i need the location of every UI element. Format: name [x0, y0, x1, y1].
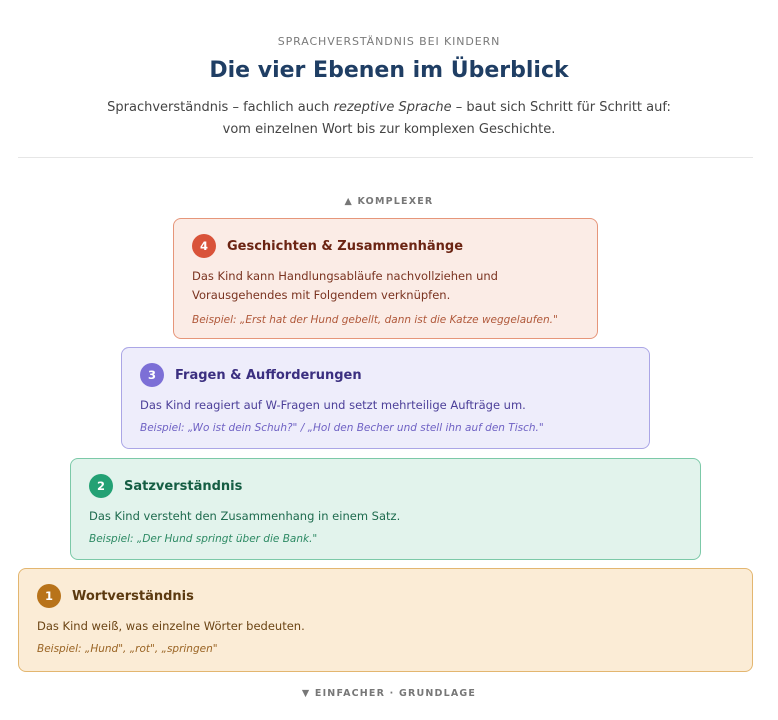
level-2-title: Satzverständnis	[124, 478, 243, 494]
divider	[18, 157, 753, 158]
level-3-header	[140, 362, 631, 388]
level-3-card	[121, 347, 650, 449]
level-3-title: Fragen & Aufforderungen	[175, 367, 362, 383]
eyebrow-label: SPRACHVERSTÄNDNIS BEI KINDERN	[277, 35, 501, 48]
level-4-description: Das Kind kann Handlungsabläufe nachvollziehen und Vorausgehendes mit Folgendem verknüpfen.	[192, 269, 498, 302]
level-2-header	[89, 473, 682, 499]
intro-text	[0, 97, 778, 141]
level-3-description: Das Kind reagiert auf W-Fragen und setzt mehrteilige Aufträge um.	[140, 398, 526, 412]
level-1-card	[18, 568, 753, 672]
level-1-description: Das Kind weiß, was einzelne Wörter bedeuten.	[37, 619, 305, 633]
level-3-badge: 3	[140, 363, 164, 387]
intro-line2: vom einzelnen Wort bis zur komplexen Geschichte.	[222, 122, 556, 137]
level-4-badge: 4	[192, 234, 216, 258]
level-2-description: Das Kind versteht den Zusammenhang in einem Satz.	[89, 509, 401, 523]
level-1-title: Wortverständnis	[72, 588, 194, 604]
level-2-badge: 2	[89, 474, 113, 498]
axis-label-top: ▲ KOMPLEXER	[344, 196, 434, 207]
level-1-example: Beispiel: „Hund", „rot", „springen"	[37, 643, 218, 655]
axis-label-bottom: ▼ EINFACHER · GRUNDLAGE	[301, 688, 477, 699]
level-1-header	[37, 583, 734, 609]
level-4-title: Geschichten & Zusammenhänge	[227, 238, 464, 254]
level-1-badge: 1	[37, 584, 61, 608]
intro-emphasis: rezeptive Sprache	[333, 100, 452, 115]
intro-part2: – baut sich Schritt für Schritt auf:	[451, 100, 671, 115]
level-4-header	[192, 233, 579, 259]
level-3-example: Beispiel: „Wo ist dein Schuh?" / „Hol den Becher und stell ihn auf den Tisch."	[140, 422, 544, 434]
level-4-example: Beispiel: „Erst hat der Hund gebellt, dann ist die Katze weggelaufen."	[192, 314, 558, 326]
level-2-card	[70, 458, 701, 560]
intro-part1: Sprachverständnis – fachlich auch	[107, 100, 334, 115]
level-2-example: Beispiel: „Der Hund springt über die Bank."	[89, 533, 318, 545]
page-title: Die vier Ebenen im Überblick	[209, 58, 569, 83]
level-4-card	[173, 218, 598, 339]
